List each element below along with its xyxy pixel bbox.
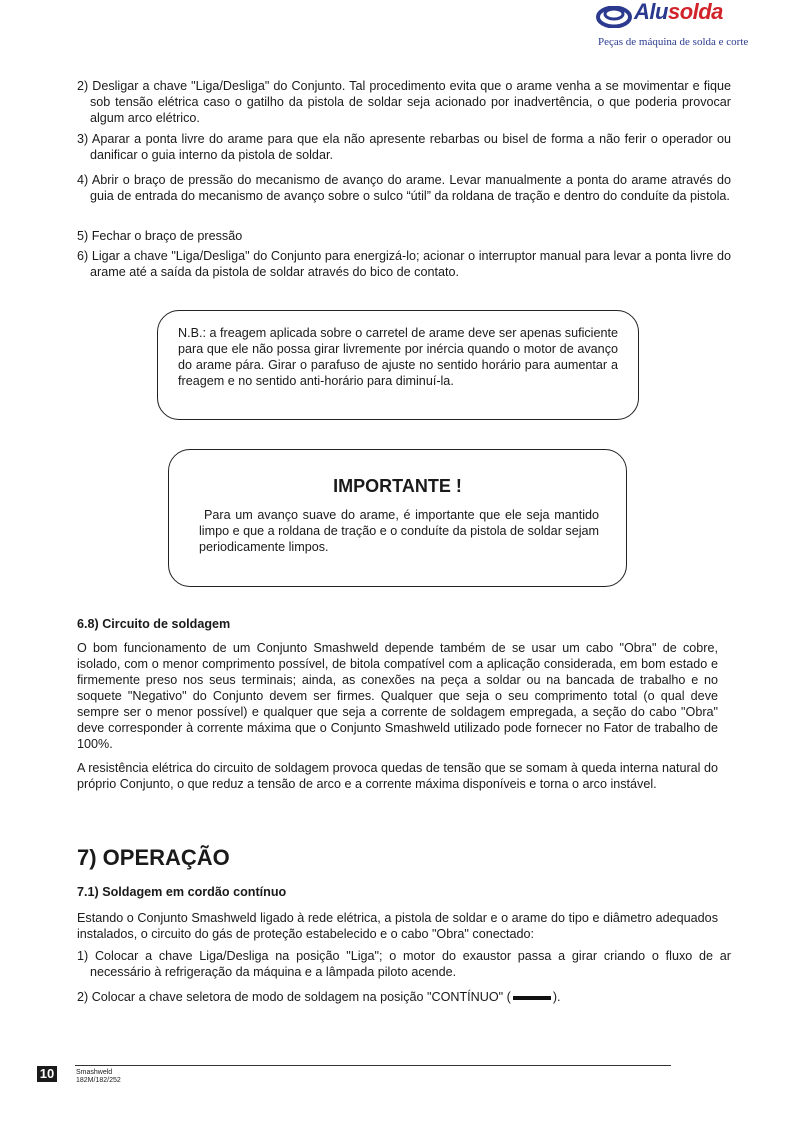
nb-note-text: N.B.: a freagem aplicada sobre o carretel de arame deve ser apenas suficiente para que ele não possa girar livremente por inércia quando o motor de avanço do arame pára. Girar o parafuso de ajuste no sentido horário para aumentar a freagem e no sentido anti-horário para diminuí-la. [178,326,618,388]
footer-product: Smashweld [76,1069,113,1076]
operation-step-1: 1) Colocar a chave Liga/Desliga na posição "Liga"; o motor do exaustor passa a girar criando o fluxo de ar necessário à refrigeração da máquina e a lâmpada piloto acende. [77,949,731,979]
logo-text: Alusolda [634,0,723,24]
section-7-1-heading: 7.1) Soldagem em cordão contínuo [77,885,287,899]
step-2: 2) Desligar a chave "Liga/Desliga" do Conjunto. Tal procedimento evita que o arame venha a se movimentar e fique sob tensão elétrica caso o gatilho da pistola de soldar seja acionado por inadvertência, o que poderia provocar algum arco elétrico. [77,79,731,125]
logo-tagline: Peças de máquina de solda e corte [598,36,749,48]
step-4: 4) Abrir o braço de pressão do mecanismo de avanço do arame. Levar manualmente a ponta do arame através do guia de entrada do mecanismo de avanço sobre o sulco “útil” da roldana de tração e dentro do conduíte da pistola. [77,173,731,203]
footer-models: 182M/182/252 [76,1077,121,1084]
section-7-heading: 7) OPERAÇÃO [77,845,230,870]
section-6-8-paragraph-1: O bom funcionamento de um Conjunto Smashweld depende também de se usar um cabo "Obra" de cobre, isolado, com o menor comprimento possível, de bitola compatível com a aplicação considerada, em bom estado e firmemente preso nos seus terminais; ainda, as conexões na peça a soldar ou na bancada de trabalho e no soquete "Negativo" do Conjunto devem ser firmes. Qualquer que seja o seu comprimento total (o qual deve sempre ser o menor possível) e qualquer que seja a corrente de soldagem empregada, a seção do cabo "Obra" deve corresponder à corrente máxima que o Conjunto Smashweld utilizado pode fornecer no Fator de trabalho de 100%. [77,641,718,751]
important-text: Para um avanço suave do arame, é importante que ele seja mantido limpo e que a roldana de tração e o conduíte da pistola de soldar sejam periodicamente limpos. [199,508,599,554]
operation-step-2: 2) Colocar a chave seletora de modo de soldagem na posição "CONTÍNUO" ( ). [77,990,561,1004]
section-6-8-heading: 6.8) Circuito de soldagem [77,617,231,631]
section-7-intro: Estando o Conjunto Smashweld ligado à rede elétrica, a pistola de soldar e o arame do tipo e diâmetro adequados instalados, o circuito do gás de proteção estabelecido e o cabo "Obra" conectado: [77,911,718,941]
alusolda-logo-icon [596,6,632,28]
nb-note-box [157,310,639,420]
step-3: 3) Aparar a ponta livre do arame para que ela não apresente rebarbas ou bisel de forma a não ferir o operador ou danificar o guia interno da pistola de soldar. [77,132,731,162]
footer-rule [75,1065,671,1066]
section-6-8-paragraph-2: A resistência elétrica do circuito de soldagem provoca quedas de tensão que se somam à queda interna natural do próprio Conjunto, o que reduz a tensão de arco e a corrente máxima disponíveis e torna o arco instável. [77,761,718,791]
step-5: 5) Fechar o braço de pressão [77,229,243,243]
continuous-mode-symbol-icon [513,996,551,1000]
important-box [168,449,627,587]
step-6: 6) Ligar a chave "Liga/Desliga" do Conjunto para energizá-lo; acionar o interruptor manual para levar a ponta livre do arame até a saída da pistola de soldar através do bico de contato. [77,249,731,279]
page-number: 10 [37,1066,57,1082]
important-title: IMPORTANTE ! [333,476,462,496]
